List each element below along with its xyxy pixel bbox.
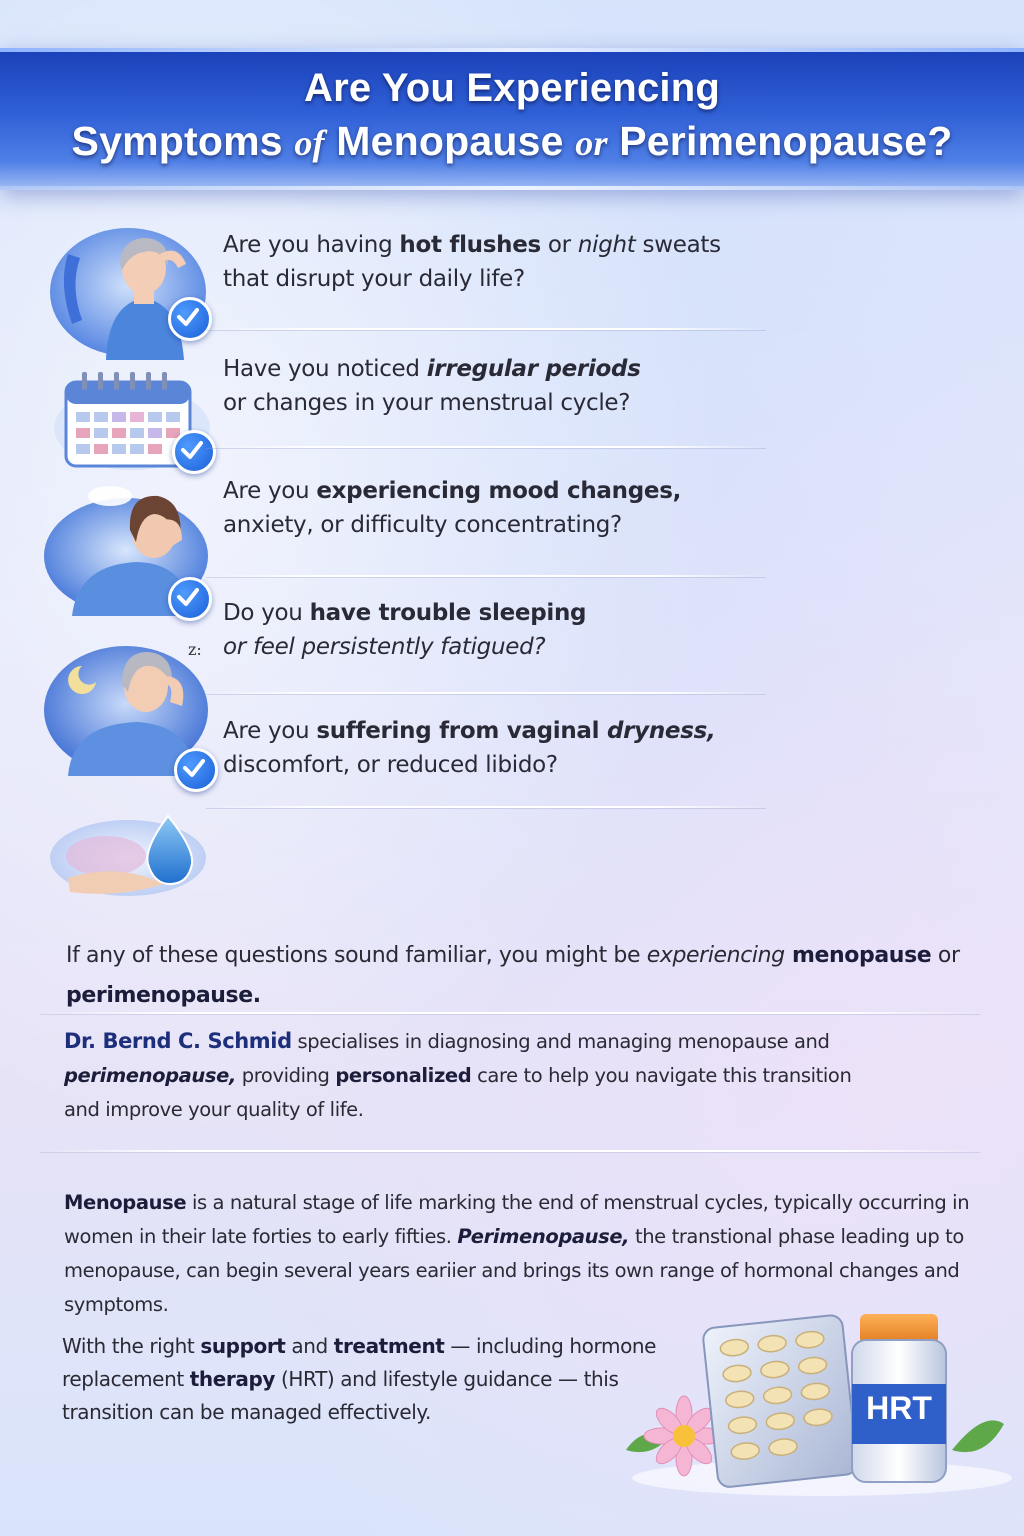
- title-or: or: [575, 123, 608, 163]
- q3-text-a: Are you: [223, 478, 317, 504]
- checkmark-icon: [168, 297, 212, 341]
- intro-or: or: [931, 943, 960, 968]
- hot-flush-woman-icon: [48, 224, 210, 365]
- support-and: and: [285, 1334, 334, 1358]
- title-symptoms: Symptoms: [71, 118, 295, 164]
- doctor-name: Dr. Bernd C. Schmid: [64, 1029, 292, 1053]
- divider: [40, 1012, 980, 1014]
- q4-text-a: Do you: [223, 600, 310, 626]
- about-text-b: is a natural stage of life marking the end of menstrual cycles, typically occurring in women in their late forties to early fifties.: [64, 1191, 970, 1248]
- checkmark-icon: [168, 577, 212, 621]
- title-text-1: Are You Experiencing: [304, 66, 720, 110]
- doctor-paragraph: [64, 1024, 864, 1127]
- hrt-label: HRT: [866, 1390, 932, 1426]
- page-title-line1: [0, 66, 1024, 111]
- support-paragraph: [62, 1330, 702, 1429]
- divider: [206, 575, 766, 577]
- doctor-text-a: specialises in diagnosing and managing menopause and: [291, 1030, 830, 1053]
- q4-bold-trouble-sleeping: have trouble sleeping: [309, 600, 587, 626]
- support-text-a: With the right: [62, 1334, 201, 1358]
- q3-text-b: anxiety, or difficulty concentrating?: [223, 512, 622, 538]
- q5-bold-suffering: suffering from vaginal: [316, 718, 607, 744]
- q5-text-b: discomfort, or reduced libido?: [223, 752, 558, 778]
- hrt-illustration: [612, 1300, 1012, 1505]
- q2-text-b: or changes in your menstrual cycle?: [223, 390, 631, 416]
- doctor-text-e: care to help you navigate this transition: [471, 1064, 852, 1087]
- water-drop-icon: [48, 808, 210, 905]
- divider: [206, 446, 766, 448]
- doctor-text-f: and improve your quality of life.: [64, 1098, 364, 1121]
- about-text-d: the transtional phase leading up to menopause, can begin several years eariier and brings its own range of hormonal changes and symptoms.: [64, 1225, 964, 1316]
- checkmark-icon: [172, 430, 216, 474]
- q5-dryness: dryness,: [606, 718, 716, 744]
- checkmark-icon: [174, 748, 218, 792]
- support-text-e: — including hormone replacement: [62, 1334, 657, 1391]
- support-support: support: [200, 1334, 286, 1358]
- intro-menopause: menopause: [784, 943, 932, 968]
- page-title-line2: [0, 118, 1024, 165]
- divider: [206, 806, 766, 808]
- q5-text-a: Are you: [223, 718, 317, 744]
- support-treatment: treatment: [333, 1334, 445, 1358]
- q1-text-b: that disrupt your daily life?: [223, 266, 525, 292]
- question-mood-changes: [223, 474, 681, 542]
- question-hot-flushes: [223, 228, 721, 296]
- q3-bold-mood-changes: experiencing mood changes,: [316, 478, 682, 504]
- sleep-z-icon: z:: [188, 640, 202, 659]
- intro-perimenopause: perimenopause.: [66, 983, 261, 1008]
- intro-paragraph: [66, 936, 966, 1016]
- support-therapy: therapy: [189, 1367, 276, 1391]
- title-of: of: [294, 123, 325, 163]
- q2-bold-irregular-periods: irregular periods: [426, 356, 641, 382]
- doctor-text-c: providing: [235, 1064, 336, 1087]
- q1-text-a: Are you having: [223, 232, 400, 258]
- q1-bold-hot-flushes: hot flushes: [399, 232, 541, 258]
- support-text-g: (HRT) and lifestyle guidance — this transition can be managed effectively.: [62, 1367, 619, 1424]
- q4-text-b: or feel persistently fatigued?: [223, 634, 546, 660]
- about-menopause: Menopause: [64, 1191, 187, 1214]
- doctor-perimenopause: perimenopause,: [64, 1064, 236, 1087]
- doctor-personalized: personalized: [335, 1064, 472, 1087]
- divider: [40, 1150, 980, 1152]
- question-vaginal-dryness: [223, 714, 715, 782]
- divider: [206, 692, 766, 694]
- q2-text-a: Have you noticed: [223, 356, 427, 382]
- question-irregular-periods: [223, 352, 641, 420]
- q1-night: night: [577, 232, 636, 258]
- intro-text-a: If any of these questions sound familiar, you might be: [66, 943, 647, 968]
- q1-text-or: or: [540, 232, 578, 258]
- title-perimenopause: Perimenopause?: [607, 118, 953, 164]
- q1-sweats: sweats: [635, 232, 721, 258]
- divider: [206, 328, 766, 330]
- about-perimenopause: Perimenopause,: [457, 1225, 630, 1248]
- title-menopause: Menopause: [324, 118, 576, 164]
- intro-experiencing: experiencing: [646, 943, 785, 968]
- question-trouble-sleeping: [223, 596, 586, 664]
